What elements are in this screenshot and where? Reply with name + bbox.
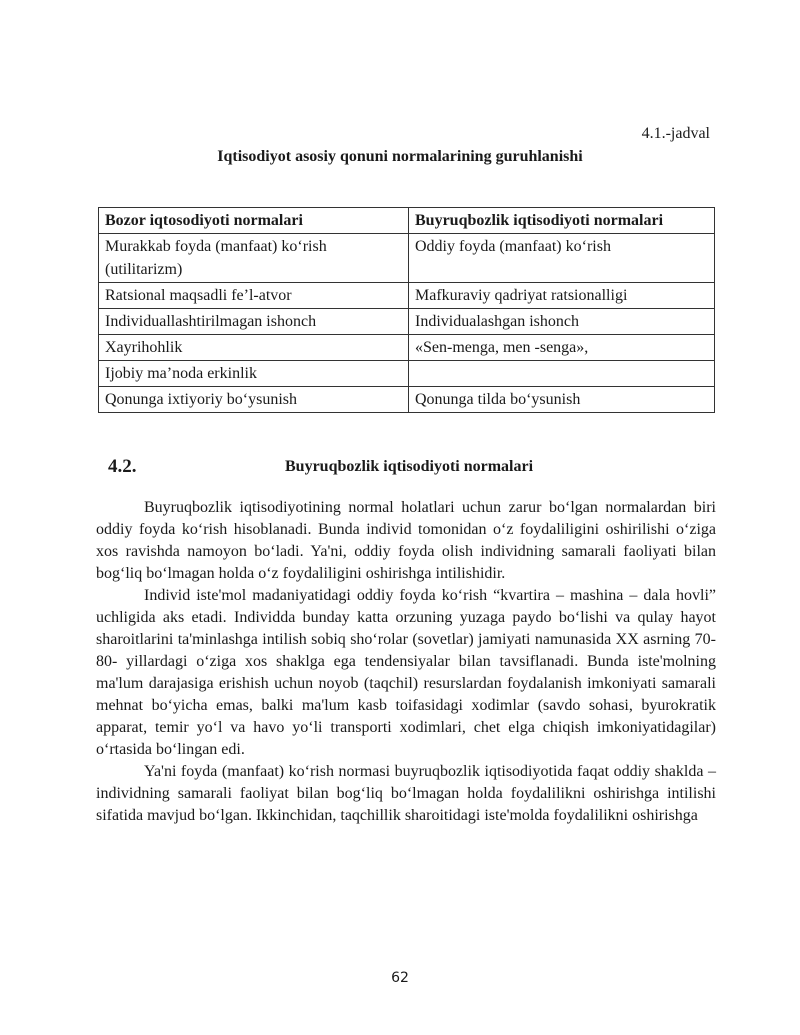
table-cell: Xayrihohlik xyxy=(99,335,409,361)
paragraph: Ya'ni foyda (manfaat) ko‘rish normasi buyruqbozlik iqtisodiyotida faqat oddiy shaklda – individning samarali faoliyat bilan bog‘liq bo‘lmagan holda foydalilikni oshirishga intilishi sifatida mavjud bo‘lgan. Ikkinchidan, taqchillik sharoitidagi iste'molda foydalilikni oshirishga xyxy=(96,763,716,824)
header-market-norms: Bozor iqtosodiyoti normalari xyxy=(99,208,409,234)
table-cell: Mafkuraviy qadriyat ratsionalligi xyxy=(409,283,715,309)
table-cell: Ijobiy ma’noda erkinlik xyxy=(99,361,409,387)
table-cell: Qonunga ixtiyoriy bo‘ysunish xyxy=(99,387,409,413)
table-row xyxy=(99,283,715,309)
table-title: Iqtisodiyot asosiy qonuni normalarining guruhlanishi xyxy=(217,148,583,165)
table-header-row xyxy=(99,208,715,234)
table-row xyxy=(99,335,715,361)
section-title: Buyruqbozlik iqtisodiyoti normalari xyxy=(285,458,534,475)
paragraph: Individ iste'mol madaniyatidagi oddiy foyda ko‘rish “kvartira – mashina – dala hovli” uchligida aks etadi. Individda bunday katta orzuning yuzaga paydo bo‘lishi va qulay hayot sharoitlarini ta'minlashga intilish sobiq sho‘rolar (sovetlar) jamiyati namunasida XX asrning 70-80- yillardagi o‘ziga xos shaklga ega tendensiyalar bilan tavsiflanadi. Bunda iste'molning ma'lum darajasiga erishish uchun noyob (taqchil) resurslardan foydalanish imkoniyati samarali mehnat bo‘yicha emas, balki ma'lum kasb toifasidagi xodimlar (savdo sohasi, byurokratik apparat, temir yo‘l va havo yo‘li transporti xodimlari, chet elga chiqish imkoniyatidagilar) o‘rtasida bo‘lingan edi. xyxy=(96,587,716,758)
paragraph: Buyruqbozlik iqtisodiyotining normal holatlari uchun zarur bo‘lgan normalardan biri oddiy foyda ko‘rish hisoblanadi. Bunda individ tomonidan o‘z foydaliligini oshirilishi o‘ziga xos ravishda namoyon bo‘ladi. Ya'ni, oddiy foyda olish individning samarali faoliyati bilan bog‘liq bo‘lmagan holda o‘z foydaliligini oshirishga intilishidir. xyxy=(96,499,716,582)
table-row xyxy=(99,234,715,283)
table-row xyxy=(99,361,715,387)
table-cell xyxy=(409,361,715,387)
table-cell: Qonunga tilda bo‘ysunish xyxy=(409,387,715,413)
table-cell: «Sen-menga, men -senga», xyxy=(409,335,715,361)
table-row xyxy=(99,309,715,335)
table-cell: Ratsional maqsadli fe’l-atvor xyxy=(99,283,409,309)
header-command-norms: Buyruqbozlik iqtisodiyoti normalari xyxy=(409,208,715,234)
norms-table xyxy=(98,207,715,413)
body-text xyxy=(96,497,716,827)
section-heading xyxy=(108,456,728,480)
page-number: 62 xyxy=(391,970,409,986)
section-number: 4.2. xyxy=(108,456,137,477)
table-cell: Individuallashtirilmagan ishonch xyxy=(99,309,409,335)
table-cell: Murakkab foyda (manfaat) ko‘rish (utilitarizm) xyxy=(99,234,409,283)
table-cell: Oddiy foyda (manfaat) ko‘rish xyxy=(409,234,715,283)
table-label: 4.1.-jadval xyxy=(641,125,710,142)
table-cell: Individualashgan ishonch xyxy=(409,309,715,335)
table-row xyxy=(99,387,715,413)
